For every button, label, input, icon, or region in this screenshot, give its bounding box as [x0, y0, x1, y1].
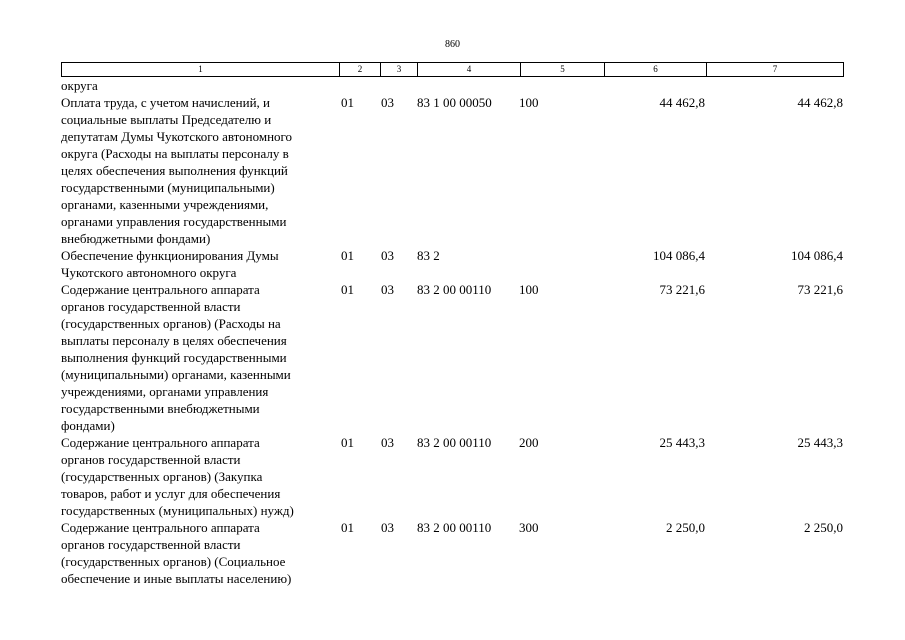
row-name: Содержание центрального аппарата органов государственной власти (государственных органов) (Социальное обеспечение и иные выплаты населению) — [61, 520, 292, 586]
table-row — [61, 519, 844, 587]
row-sum-1: 25 443,3 — [659, 435, 705, 450]
row-sum-1: 104 086,4 — [653, 248, 705, 263]
row-sum-2: 25 443,3 — [797, 435, 843, 450]
row-sum-2: 44 462,8 — [797, 95, 843, 110]
row-pr: 03 — [381, 248, 394, 263]
row-sum-2: 73 221,6 — [797, 282, 843, 297]
table-row — [61, 434, 844, 519]
row-rz: 01 — [341, 435, 354, 450]
table-row — [61, 94, 844, 247]
row-name: Оплата труда, с учетом начислений, и социальные выплаты Председателю и депутатам Думы Чукотского автономного округа (Расходы на выплаты персоналу в целях обеспечения выполнения функций государственными (муниципальными) органами, казенными учреждениями, органами управления государственными внебюджетными фондами) — [61, 95, 293, 246]
row-vr: 300 — [519, 520, 539, 535]
header-col-6: 6 — [604, 63, 706, 76]
row-name: округа — [61, 78, 98, 93]
header-col-4: 4 — [417, 63, 520, 76]
header-col-2: 2 — [339, 63, 380, 76]
page-number: 860 — [445, 39, 460, 50]
row-name: Содержание центрального аппарата органов государственной власти (государственных органов) (Расходы на выплаты персоналу в целях обеспечения выполнения функций государственными (муниципальными) органами, казенными учреждениями, органами управления государственными внебюджетными фондами) — [61, 282, 291, 433]
table-body — [61, 77, 844, 587]
row-csr: 83 2 00 00110 — [417, 435, 492, 450]
row-rz: 01 — [341, 520, 354, 535]
header-col-3: 3 — [380, 63, 417, 76]
row-vr: 100 — [519, 95, 539, 110]
row-sum-1: 2 250,0 — [666, 520, 705, 535]
table-header — [61, 62, 844, 77]
row-sum-2: 104 086,4 — [791, 248, 843, 263]
row-pr: 03 — [381, 282, 394, 297]
row-csr: 83 2 00 00110 — [417, 282, 492, 297]
row-csr: 83 2 — [417, 248, 440, 263]
row-name: Содержание центрального аппарата органов государственной власти (государственных органов) (Закупка товаров, работ и услуг для обеспечения государственных (муниципальных) нужд) — [61, 435, 294, 518]
row-pr: 03 — [381, 435, 394, 450]
row-sum-1: 44 462,8 — [659, 95, 705, 110]
header-col-7: 7 — [706, 63, 843, 76]
budget-table — [61, 62, 844, 587]
row-csr: 83 2 00 00110 — [417, 520, 492, 535]
row-pr: 03 — [381, 520, 394, 535]
row-vr: 200 — [519, 435, 539, 450]
row-rz: 01 — [341, 95, 354, 110]
table-row — [61, 77, 844, 94]
row-rz: 01 — [341, 282, 354, 297]
row-pr: 03 — [381, 95, 394, 110]
row-csr: 83 1 00 00050 — [417, 95, 492, 110]
row-sum-1: 73 221,6 — [659, 282, 705, 297]
table-row — [61, 247, 844, 281]
row-name: Обеспечение функционирования Думы Чукотского автономного округа — [61, 248, 279, 280]
header-col-1: 1 — [198, 64, 203, 74]
table-row — [61, 281, 844, 434]
header-col-5: 5 — [520, 63, 604, 76]
row-vr: 100 — [519, 282, 539, 297]
row-sum-2: 2 250,0 — [804, 520, 843, 535]
row-rz: 01 — [341, 248, 354, 263]
